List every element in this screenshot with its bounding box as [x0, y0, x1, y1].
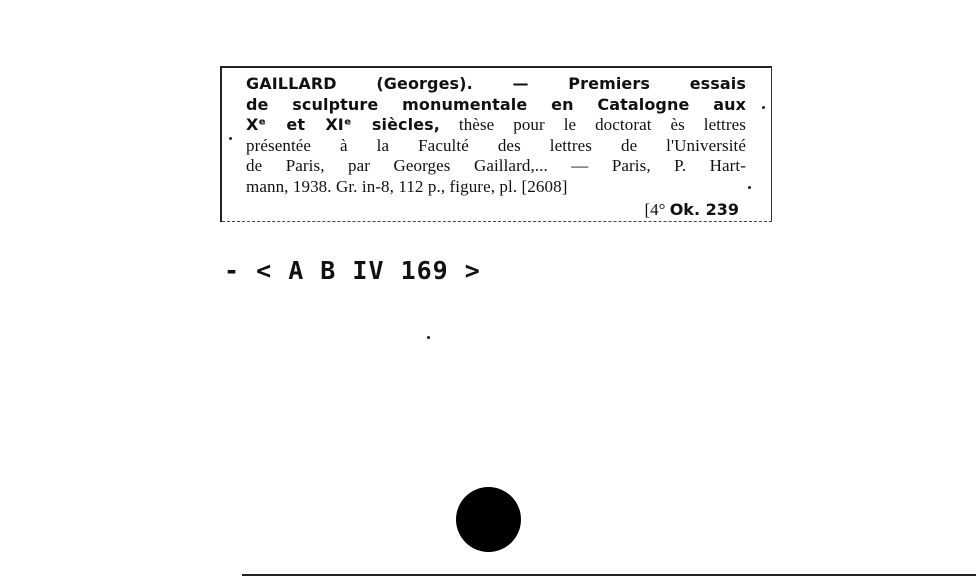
punch-hole	[456, 487, 521, 552]
ink-speck	[427, 336, 430, 339]
bibliographic-entry	[246, 74, 746, 197]
ink-speck	[748, 186, 751, 189]
title-part-2: de sculpture monumentale en Catalogne aux	[246, 94, 746, 114]
entry-line-5: de Paris, par Georges Gaillard,... — Paris, P. Hart-	[246, 156, 746, 175]
shelfmark-prefix: [4°	[644, 200, 670, 219]
catalog-card	[220, 66, 772, 222]
entry-line-6: mann, 1938. Gr. in-8, 112 p., figure, pl. [2608]	[246, 176, 568, 196]
shelfmark	[644, 200, 739, 220]
title-part-3: Xᵉ et XIᵉ siècles,	[246, 115, 440, 134]
entry-line-1	[246, 74, 746, 95]
card-bottom-edge	[222, 221, 772, 222]
heading-dash: —	[472, 74, 569, 93]
shelfmark-code: Ok. 239	[669, 200, 739, 219]
call-number: - < A B IV 169 >	[224, 256, 481, 285]
thesis-note: thèse pour le doctorat ès lettres	[439, 115, 747, 134]
entry-line-2	[246, 95, 746, 116]
ink-speck	[229, 137, 232, 140]
author-heading: GAILLARD (Georges).	[246, 74, 473, 93]
title-part-1: Premiers essais	[568, 74, 746, 93]
entry-line-4: présentée à la Faculté des lettres de l'Université	[246, 135, 746, 155]
ink-speck	[762, 106, 765, 109]
entry-line-3	[246, 115, 746, 136]
